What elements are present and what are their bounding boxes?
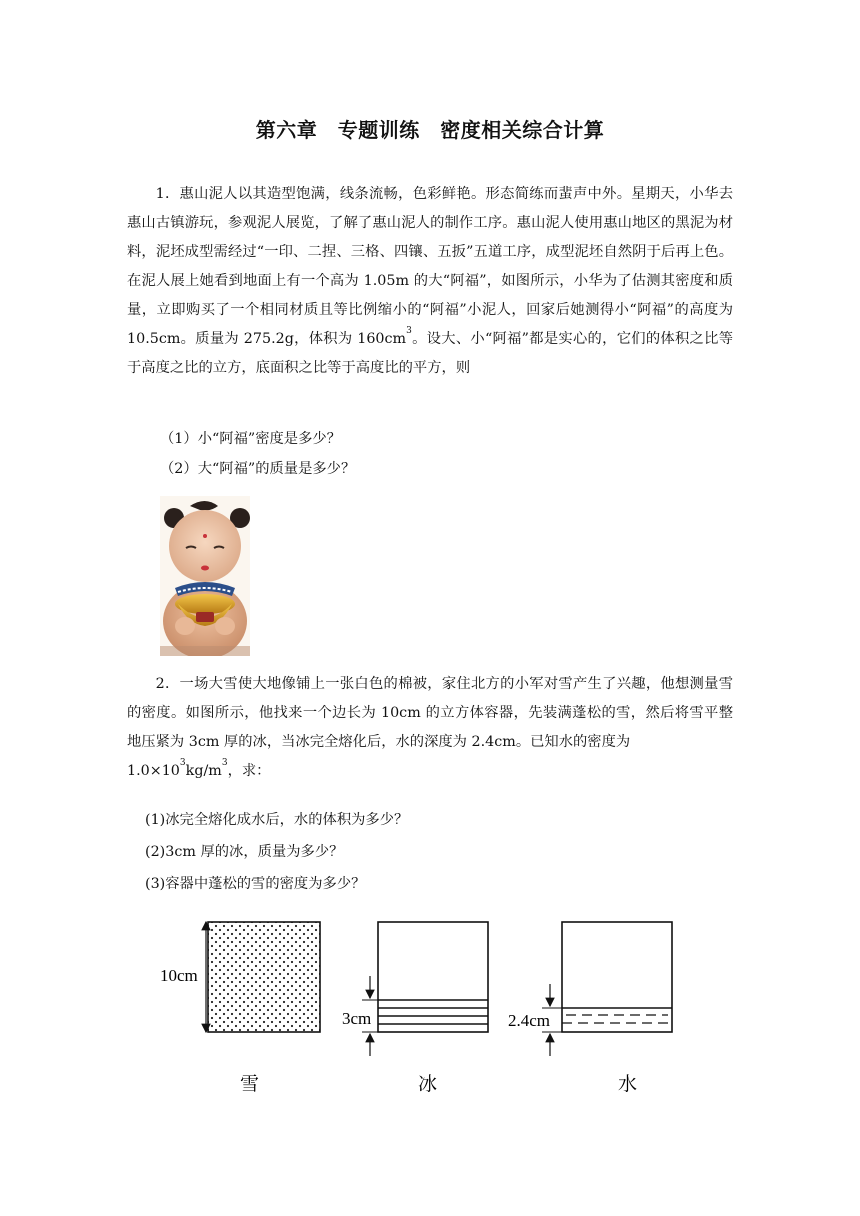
container-diagram — [150, 908, 710, 1108]
snow-caption: 雪 — [240, 1073, 260, 1095]
question-1-sub-2: （2）大“阿福”的质量是多少？ — [160, 461, 356, 477]
question-1 — [127, 180, 733, 383]
density-unit-exponent: 3 — [221, 758, 228, 769]
water-height-label: 2.4cm — [508, 1011, 551, 1030]
question-2-sub-1: (1)冰完全熔化成水后，水的体积为多少？ — [145, 812, 409, 828]
afu-doll-illustration — [160, 496, 250, 656]
density-unit: kg/m — [185, 763, 222, 779]
ice-height-label: 3cm — [342, 1009, 372, 1028]
page-title: 第六章 专题训练 密度相关综合计算 — [255, 118, 605, 142]
density-suffix: ，求： — [227, 763, 271, 779]
afu-doll-image — [160, 496, 250, 656]
ice-container — [342, 922, 488, 1056]
question-1-body: 1．惠山泥人以其造型饱满，线条流畅，色彩鲜艳。形态简练而蜚声中外。星期天，小华去惠山古镇游玩，参观泥人展览，了解了惠山泥人的制作工序。惠山泥人使用惠山地区的黑泥为材料，泥坯成型需经过“一印、二捏、三格、四镶、五扳”五道工序，成型泥坯自然阴于后再上色。在泥人展上她看到地面上有一个高为 1.05m 的大“阿福”，如图所示，小华为了估测其密度和质量，立即购买了一个相同材质且等比例缩小的“阿福”小泥人，回家后她测得小“阿福”的高度为 10.5cm。质量为 275.2g，体积为 160cm — [127, 186, 733, 347]
question-1-superscript: 3 — [406, 326, 412, 337]
question-1-text — [127, 180, 733, 383]
question-2-sub-3: (3)容器中蓬松的雪的密度为多少？ — [145, 876, 366, 892]
water-caption: 水 — [618, 1073, 638, 1095]
question-2 — [127, 670, 733, 786]
container-figure — [150, 908, 710, 1108]
snow-container — [160, 922, 320, 1032]
question-2-sub-2: (2)3cm 厚的冰，质量为多少？ — [145, 844, 344, 860]
water-container — [508, 922, 672, 1056]
question-2-density-line — [127, 757, 733, 786]
density-prefix: 1.0×10 — [127, 763, 180, 779]
question-2-text: 2．一场大雪使大地像铺上一张白色的棉被，家住北方的小军对雪产生了兴趣，他想测量雪的密度。如图所示，他找来一个边长为 10cm 的立方体容器，先装满蓬松的雪，然后将雪平整地压紧为 3cm 厚的冰，当冰完全熔化后，水的深度为 2.4cm。已知水的密度为 — [127, 676, 733, 750]
snow-height-label: 10cm — [160, 966, 198, 985]
question-1-tail: 。设大、小“阿福”都是实心的，它们的体积之比等于高度之比的立方，底面积之比等于高度比的平方，则 — [127, 331, 733, 376]
ice-caption: 冰 — [418, 1073, 438, 1095]
question-1-sub-1: （1）小“阿福”密度是多少？ — [160, 431, 341, 447]
density-exponent: 3 — [179, 758, 186, 769]
